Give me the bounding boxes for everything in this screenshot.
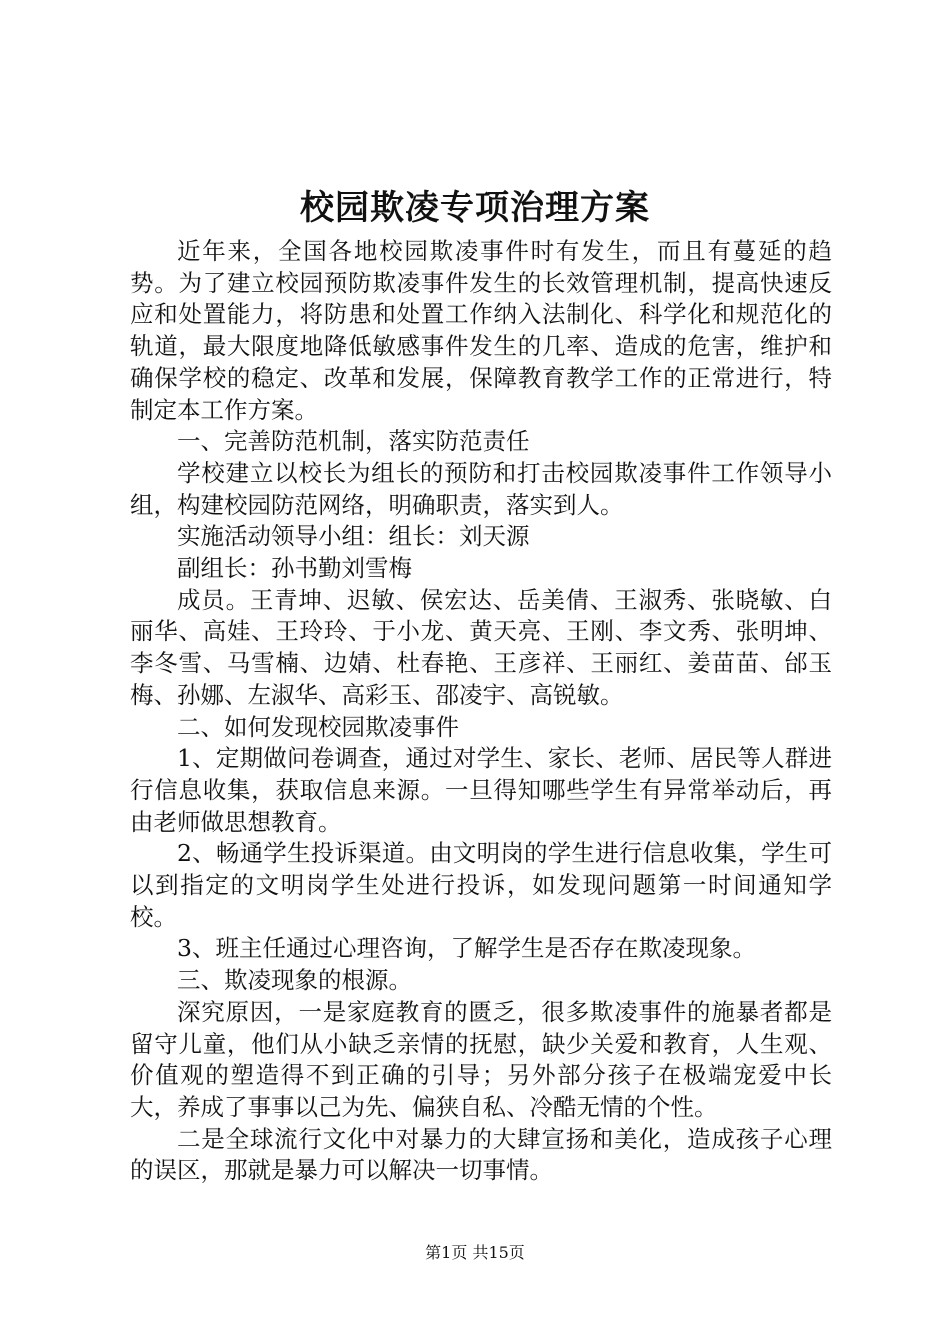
section-heading-3: 三、欺凌现象的根源。 bbox=[177, 966, 412, 995]
page-number-footer: 第1页 共15页 bbox=[425, 1243, 525, 1262]
list-item-3: 3、班主任通过心理咨询，了解学生是否存在欺凌现象。 bbox=[177, 934, 756, 963]
paragraph-members: 成员。王青坤、迟敏、侯宏达、岳美倩、王淑秀、张晓敏、白丽华、高娃、王玲玲、于小龙、黄天亮、王刚、李文秀、张明坤、李冬雪、马雪楠、边婧、杜春艳、王彦祥、王丽红、姜苗苗、邰玉梅、孙娜、左淑华、高彩玉、邵凌宇、高锐敏。 bbox=[130, 585, 832, 709]
paragraph-deputy-leaders: 副组长：孙书勤刘雪梅 bbox=[177, 554, 412, 583]
paragraph-group-leader: 实施活动领导小组：组长：刘天源 bbox=[177, 522, 530, 551]
list-item-1: 1、定期做问卷调查，通过对学生、家长、老师、居民等人群进行信息收集，获取信息来源。一旦得知哪些学生有异常举动后，再由老师做思想教育。 bbox=[130, 744, 832, 836]
section-heading-2: 二、如何发现校园欺凌事件 bbox=[177, 712, 459, 741]
list-item-2: 2、畅通学生投诉渠道。由文明岗的学生进行信息收集，学生可以到指定的文明岗学生处进行投诉，如发现问题第一时间通知学校。 bbox=[130, 839, 832, 931]
paragraph-leadership-group: 学校建立以校长为组长的预防和打击校园欺凌事件工作领导小组，构建校园防范网络，明确职责，落实到人。 bbox=[130, 458, 832, 519]
paragraph-root-cause-1: 深究原因，一是家庭教育的匮乏，很多欺凌事件的施暴者都是留守儿童，他们从小缺乏亲情的抚慰，缺少关爱和教育，人生观、价值观的塑造得不到正确的引导；另外部分孩子在极端宠爱中长大，养成了事事以己为先、偏狭自私、冷酷无情的个性。 bbox=[130, 997, 832, 1121]
section-heading-1: 一、完善防范机制，落实防范责任 bbox=[177, 427, 530, 456]
paragraph-intro: 近年来，全国各地校园欺凌事件时有发生，而且有蔓延的趋势。为了建立校园预防欺凌事件发生的长效管理机制，提高快速反应和处置能力，将防患和处置工作纳入法制化、科学化和规范化的轨道，最大限度地降低敏感事件发生的几率、造成的危害，维护和确保学校的稳定、改革和发展，保障教育教学工作的正常进行，特制定本工作方案。 bbox=[130, 237, 832, 424]
document-body bbox=[130, 236, 832, 1187]
document-title: 校园欺凌专项治理方案 bbox=[300, 188, 650, 228]
paragraph-root-cause-2: 二是全球流行文化中对暴力的大肆宣扬和美化，造成孩子心理的误区，那就是暴力可以解决一切事情。 bbox=[130, 1124, 832, 1185]
